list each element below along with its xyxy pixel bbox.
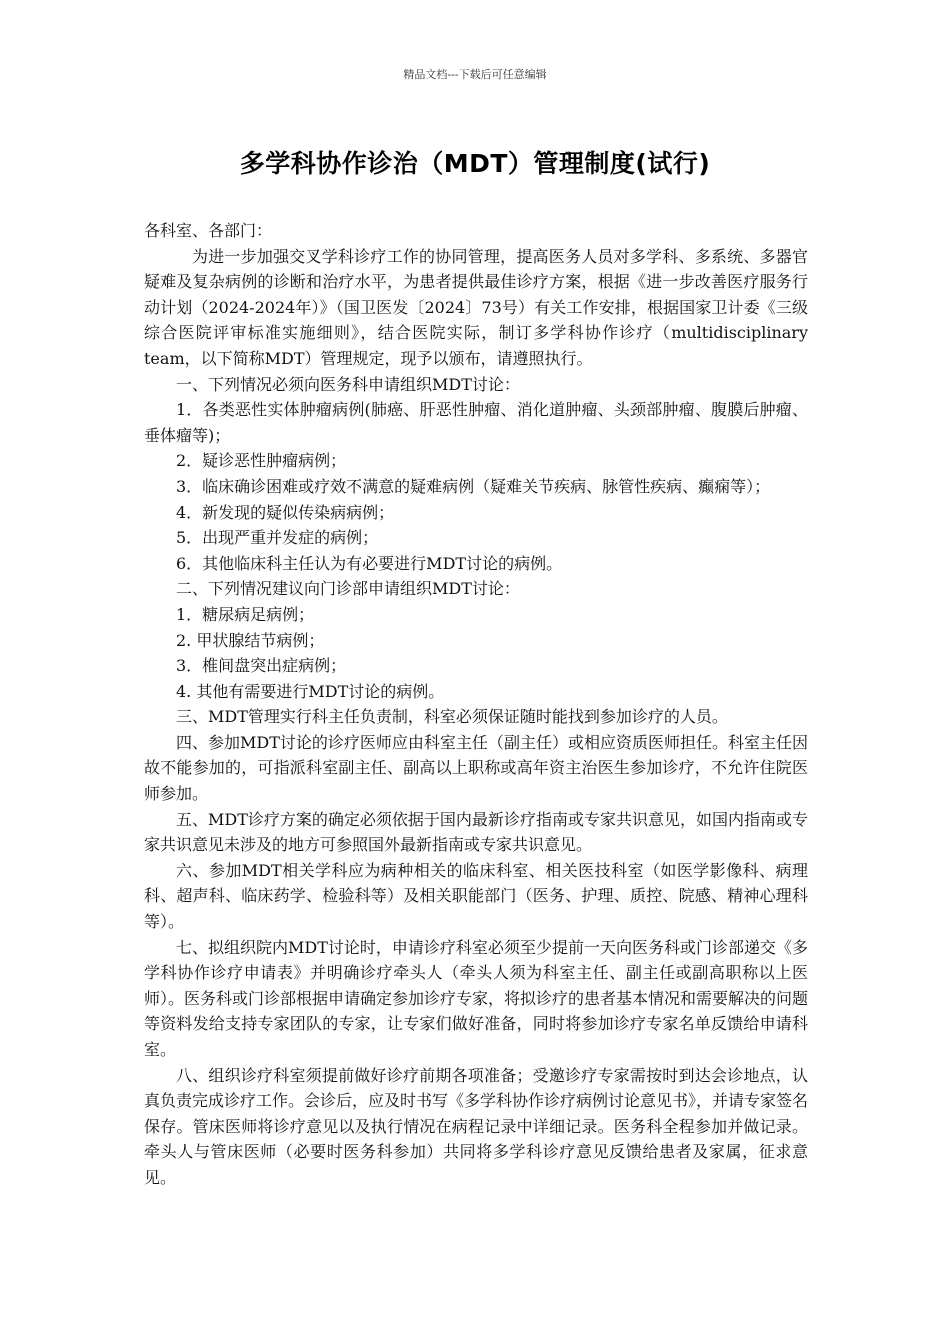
document-body	[144, 218, 808, 1191]
list-item: 6．其他临床科主任认为有必要进行MDT讨论的病例。	[176, 553, 563, 573]
section-paragraph: 三、MDT管理实行科主任负责制，科室必须保证随时能找到参加诊疗的人员。	[176, 707, 728, 727]
section-heading: 一、下列情况必须向医务科申请组织MDT讨论：	[176, 374, 520, 394]
list-item: 2. 甲状腺结节病例；	[176, 630, 325, 650]
list-item: 1．糖尿病足病例；	[176, 604, 315, 624]
section-paragraph: 八、组织诊疗科室须提前做好诊疗前期各项准备；受邀诊疗专家需按时到达会诊地点，认真负责完成诊疗工作。会诊后，应及时书写《多学科协作诊疗病例讨论意见书》，并请专家签名保存。管床医师将诊疗意见以及执行情况在病程记录中详细记录。医务科全程参加并做记录。牵头人与管床医师（必要时医务科参加）共同将多学科诊疗意见反馈给患者及家属，征求意见。	[144, 1065, 809, 1187]
section-paragraph: 六、参加MDT相关学科应为病种相关的临床科室、相关医技科室（如医学影像科、病理科、超声科、临床药学、检验科等）及相关职能部门（医务、护理、质控、院感、精神心理科等）。	[144, 860, 808, 932]
list-item: 4. 其他有需要进行MDT讨论的病例。	[176, 681, 445, 701]
salutation: 各科室、各部门：	[144, 221, 273, 240]
list-item: 3．临床确诊困难或疗效不满意的疑难病例（疑难关节疾病、脉管性疾病、癫痫等）；	[176, 476, 771, 496]
intro-paragraph: 为进一步加强交叉学科诊疗工作的协同管理，提高医务人员对多学科、多系统、多器官疑难及复杂病例的诊断和治疗水平，为患者提供最佳诊疗方案，根据《进一步改善医疗服务行动计划（2024-2024年）》（国卫医发〔2024〕73号）有关工作安排，根据国家卫计委《三级综合医院评审标准实施细则》，结合医院实际，制订多学科协作诊疗（multidisciplinary team，以下简称MDT）管理规定，现予以颁布，请遵照执行。	[144, 246, 808, 368]
section-paragraph: 四、参加MDT讨论的诊疗医师应由科室主任（副主任）或相应资质医师担任。科室主任因故不能参加的，可指派科室副主任、副高以上职称或高年资主治医生参加诊疗，不允许住院医师参加。	[144, 732, 808, 804]
list-item: 5．出现严重并发症的病例；	[176, 528, 379, 548]
list-item: 4．新发现的疑似传染病病例；	[176, 502, 395, 522]
section-heading: 二、下列情况建议向门诊部申请组织MDT讨论：	[176, 579, 520, 599]
document-title: 多学科协作诊治（MDT）管理制度(试行)	[239, 149, 711, 178]
section-paragraph: 五、MDT诊疗方案的确定必须依据于国内最新诊疗指南或专家共识意见，如国内指南或专家共识意见未涉及的地方可参照国外最新指南或专家共识意见。	[144, 809, 808, 855]
page-header: 精品文档---下载后可任意编辑	[403, 68, 547, 81]
list-item: 3．椎间盘突出症病例；	[176, 656, 347, 676]
list-item: 1．各类恶性实体肿瘤病例(肺癌、肝恶性肿瘤、消化道肿瘤、头颈部肿瘤、腹膜后肿瘤、垂体瘤等)；	[144, 400, 808, 445]
list-item: 2．疑诊恶性肿瘤病例；	[176, 451, 347, 471]
section-paragraph: 七、拟组织院内MDT讨论时，申请诊疗科室必须至少提前一天向医务科或门诊部递交《多学科协作诊疗申请表》并明确诊疗牵头人（牵头人须为科室主任、副主任或副高职称以上医师）。医务科或门诊部根据申请确定参加诊疗专家，将拟诊疗的患者基本情况和需要解决的问题等资料发给支持专家团队的专家，让专家们做好准备，同时将参加诊疗专家名单反馈给申请科室。	[144, 937, 809, 1059]
